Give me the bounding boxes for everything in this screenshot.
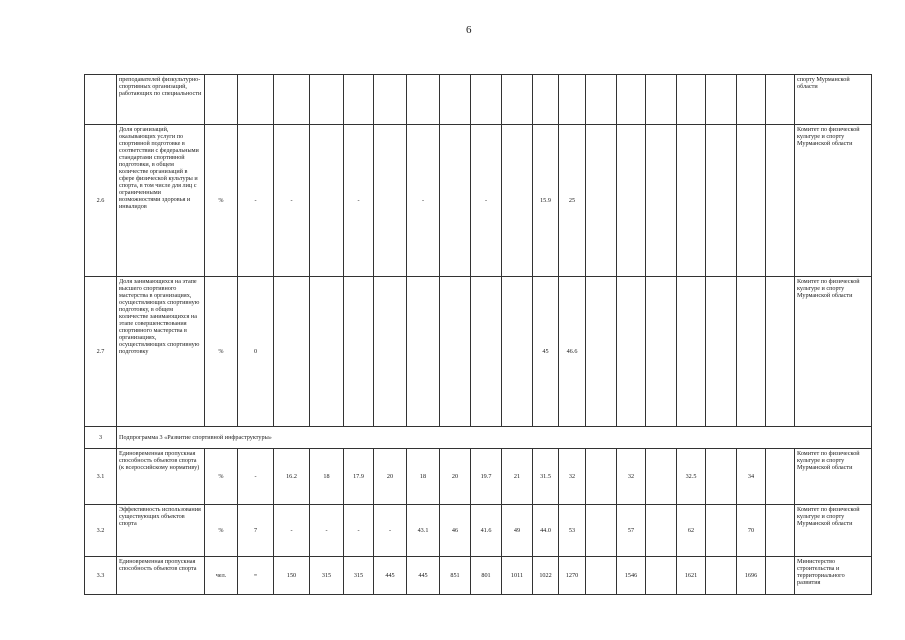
- value-cell: [766, 557, 795, 595]
- value-cell: -: [344, 505, 374, 557]
- row-number: 2.6: [85, 125, 117, 277]
- value-cell: 1022: [533, 557, 559, 595]
- value-cell: [617, 125, 646, 277]
- indicator-name: преподавателей физкультурно-спортивных организаций, работающих по специальности: [117, 75, 205, 125]
- value-cell: 1621: [677, 557, 706, 595]
- unit-cell: %: [205, 505, 238, 557]
- value-cell: -: [374, 505, 407, 557]
- value-cell: 0: [238, 277, 274, 427]
- value-cell: [766, 505, 795, 557]
- value-cell: [374, 75, 407, 125]
- value-cell: [706, 557, 737, 595]
- value-cell: 32: [559, 449, 586, 505]
- row-number: [85, 75, 117, 125]
- value-cell: -: [407, 125, 440, 277]
- subprogram-row: [85, 427, 872, 449]
- value-cell: 53: [559, 505, 586, 557]
- value-cell: [274, 75, 310, 125]
- value-cell: [502, 277, 533, 427]
- executor-cell: Комитет по физической культуре и спорту Мурманской области: [795, 125, 872, 277]
- value-cell: [706, 449, 737, 505]
- value-cell: [238, 75, 274, 125]
- value-cell: [586, 125, 617, 277]
- value-cell: [502, 125, 533, 277]
- value-cell: [706, 125, 737, 277]
- value-cell: [677, 125, 706, 277]
- value-cell: [646, 505, 677, 557]
- value-cell: 851: [440, 557, 471, 595]
- value-cell: [766, 75, 795, 125]
- value-cell: 1696: [737, 557, 766, 595]
- value-cell: [706, 75, 737, 125]
- value-cell: [310, 277, 344, 427]
- executor-cell: Комитет по физической культуре и спорту Мурманской области: [795, 277, 872, 427]
- value-cell: [737, 75, 766, 125]
- value-cell: [706, 505, 737, 557]
- value-cell: 21: [502, 449, 533, 505]
- value-cell: [586, 75, 617, 125]
- value-cell: -: [274, 505, 310, 557]
- value-cell: =: [238, 557, 274, 595]
- table-row: [85, 125, 872, 277]
- value-cell: [706, 277, 737, 427]
- value-cell: [586, 449, 617, 505]
- value-cell: [407, 277, 440, 427]
- value-cell: 31.5: [533, 449, 559, 505]
- value-cell: [737, 125, 766, 277]
- value-cell: [646, 277, 677, 427]
- value-cell: -: [238, 449, 274, 505]
- value-cell: 315: [344, 557, 374, 595]
- value-cell: [374, 277, 407, 427]
- page-number: 6: [466, 24, 472, 36]
- value-cell: [559, 75, 586, 125]
- value-cell: [586, 505, 617, 557]
- value-cell: [440, 75, 471, 125]
- table-row: [85, 505, 872, 557]
- value-cell: 801: [471, 557, 502, 595]
- value-cell: -: [344, 125, 374, 277]
- value-cell: 62: [677, 505, 706, 557]
- value-cell: [766, 125, 795, 277]
- value-cell: 70: [737, 505, 766, 557]
- value-cell: [646, 449, 677, 505]
- unit-cell: %: [205, 449, 238, 505]
- value-cell: [274, 277, 310, 427]
- value-cell: [407, 75, 440, 125]
- value-cell: 34: [737, 449, 766, 505]
- value-cell: 7: [238, 505, 274, 557]
- value-cell: 15.9: [533, 125, 559, 277]
- value-cell: [310, 125, 344, 277]
- table-row: [85, 277, 872, 427]
- value-cell: 44.0: [533, 505, 559, 557]
- value-cell: 43.1: [407, 505, 440, 557]
- value-cell: -: [238, 125, 274, 277]
- table-row: [85, 449, 872, 505]
- value-cell: [586, 277, 617, 427]
- row-number: 3.2: [85, 505, 117, 557]
- value-cell: 18: [407, 449, 440, 505]
- value-cell: 57: [617, 505, 646, 557]
- value-cell: [766, 277, 795, 427]
- indicator-name: Единовременная пропускная способность объектов спорта: [117, 557, 205, 595]
- value-cell: [586, 557, 617, 595]
- value-cell: 41.6: [471, 505, 502, 557]
- value-cell: 445: [374, 557, 407, 595]
- value-cell: [471, 277, 502, 427]
- value-cell: [677, 75, 706, 125]
- value-cell: [374, 125, 407, 277]
- value-cell: -: [310, 505, 344, 557]
- value-cell: [440, 125, 471, 277]
- value-cell: -: [471, 125, 502, 277]
- value-cell: 315: [310, 557, 344, 595]
- indicator-name: Доля организаций, оказывающих услуги по спортивной подготовке в соответствии с федеральными стандартами спортивной подготовки, в общем количестве организаций в сфере физической культуры и спорта, в том числе для лиц с ограниченными возможностями здоровья и инвалидов: [117, 125, 205, 277]
- value-cell: 150: [274, 557, 310, 595]
- value-cell: [646, 125, 677, 277]
- table-row: [85, 557, 872, 595]
- indicator-name: Доля занимающихся на этапе высшего спортивного мастерства в организациях, осуществляющих спортивную подготовку, в общем количестве занимающихся на этапе совершенствования спортивного мастерства в организациях, осуществляющих спортивную подготовку: [117, 277, 205, 427]
- value-cell: 18: [310, 449, 344, 505]
- value-cell: 32: [617, 449, 646, 505]
- value-cell: 17.9: [344, 449, 374, 505]
- value-cell: [310, 75, 344, 125]
- unit-cell: чел.: [205, 557, 238, 595]
- executor-cell: Министерство строительства и территориального развития: [795, 557, 872, 595]
- indicator-name: Эффективность использования существующих объектов спорта: [117, 505, 205, 557]
- value-cell: 20: [440, 449, 471, 505]
- value-cell: [617, 75, 646, 125]
- value-cell: 46.6: [559, 277, 586, 427]
- value-cell: -: [274, 125, 310, 277]
- unit-cell: %: [205, 277, 238, 427]
- value-cell: [766, 449, 795, 505]
- executor-cell: Комитет по физической культуре и спорту Мурманской области: [795, 505, 872, 557]
- subprogram-number: 3: [85, 427, 117, 449]
- value-cell: 445: [407, 557, 440, 595]
- value-cell: [344, 277, 374, 427]
- value-cell: [646, 557, 677, 595]
- indicator-name: Единовременная пропускная способность объектов спорта (к всероссийскому нормативу): [117, 449, 205, 505]
- subprogram-title: Подпрограмма 3 «Развитие спортивной инфраструктуры»: [117, 427, 872, 449]
- value-cell: 49: [502, 505, 533, 557]
- unit-cell: [205, 75, 238, 125]
- row-number: 3.1: [85, 449, 117, 505]
- value-cell: 1546: [617, 557, 646, 595]
- value-cell: 16.2: [274, 449, 310, 505]
- value-cell: 19.7: [471, 449, 502, 505]
- row-number: 3.3: [85, 557, 117, 595]
- value-cell: [646, 75, 677, 125]
- value-cell: 20: [374, 449, 407, 505]
- value-cell: 45: [533, 277, 559, 427]
- row-number: 2.7: [85, 277, 117, 427]
- value-cell: [471, 75, 502, 125]
- indicators-table: [84, 74, 872, 595]
- value-cell: [737, 277, 766, 427]
- table-row: [85, 75, 872, 125]
- value-cell: 32.5: [677, 449, 706, 505]
- executor-cell: спорту Мурманской области: [795, 75, 872, 125]
- value-cell: [533, 75, 559, 125]
- value-cell: 1011: [502, 557, 533, 595]
- value-cell: 46: [440, 505, 471, 557]
- value-cell: 1270: [559, 557, 586, 595]
- value-cell: [344, 75, 374, 125]
- value-cell: [502, 75, 533, 125]
- executor-cell: Комитет по физической культуре и спорту Мурманской области: [795, 449, 872, 505]
- unit-cell: %: [205, 125, 238, 277]
- value-cell: [617, 277, 646, 427]
- value-cell: 25: [559, 125, 586, 277]
- value-cell: [677, 277, 706, 427]
- value-cell: [440, 277, 471, 427]
